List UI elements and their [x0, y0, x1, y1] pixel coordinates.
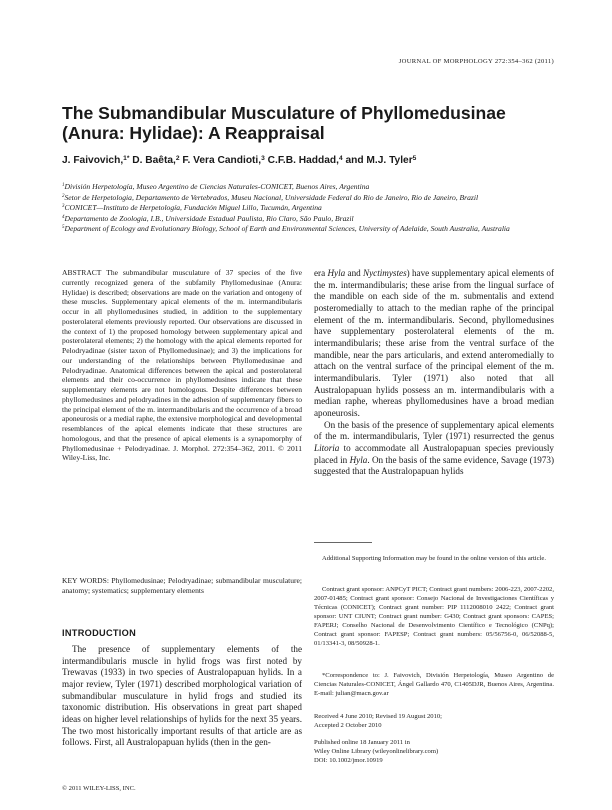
affiliation-item: $^1$División Herpetología, Museo Argentino de Ciencias Naturales-CONICET, Buenos Aires, Argentina — [62, 182, 370, 191]
title-line-2: (Anura: Hylidae): A Reappraisal — [62, 123, 325, 143]
affiliation-item: $^3$CONICET—Instituto de Herpetología, Fundación Miguel Lillo, Tucumán, Argentina — [62, 203, 322, 213]
keywords-text: Phyllomedusinae; Pelodryadinae; submandibular musculature; anatomy; systematics; supplementary elements — [62, 576, 303, 595]
introduction-body — [62, 644, 302, 749]
keywords-label: KEY WORDS: — [62, 576, 109, 585]
author-affiliation-marker: 4 — [338, 155, 343, 162]
footnote-divider — [314, 542, 372, 543]
page-footer-copyright: © 2011 WILEY-LISS, INC. — [62, 785, 136, 792]
author-name: D. Baêta, — [132, 155, 176, 166]
article-title — [62, 103, 562, 143]
abstract-body: The submandibular musculature of 37 species of the five currently recognized genera of the subfamily Phyllomedusinae (Anura: Hylidae) is described; observations are made on the variation and ontogeny of these muscles. Supplementary apical elements of the m. intermandibularis occur in all phyllomedusines studied, in addition to the supplementary posterolateral elements previously reported. Our observations are discussed in the context of 1) the proposed homology between supplementary apical and posterolateral elements; 2) the homology with the apical elements reported for Pelodryadinae (sister taxon of Phyllomedusinae); and 3) the implications for our understanding of the relationships between Phyllomedusinae and Pelodryadinae. Anatomical differences between the apical and posterolateral elements and their co-occurrence in phyllomedusines indicate that these supplementary elements are not homologous. Despite differences between phyllomedusines and pelodryadines in the adhesion of supplementary fibers to the principal element of the m. intermandibularis and the occurrence of a broad aponeurosis or a medial raphe, the extensive morphological and developmental resemblances of the apical elements indicate that these structures are homologous, and that the presence of apical elements is a synapomorphy of Phyllomedusinae + Pelodryadinae. J. Morphol. 272:354–362, 2011. — [62, 268, 302, 453]
author-name: and M.J. Tyler — [345, 155, 413, 166]
author-name: J. Faivovich, — [62, 155, 124, 166]
keywords — [62, 576, 302, 596]
right-column-body — [314, 268, 554, 478]
author-name: C.F.B. Haddad, — [267, 155, 339, 166]
paragraph: era Hyla and Nyctimystes) have supplementary apical elements of the m. intermandibularis; these arise from the lingual surface of the mandible on each side of the m. submentalis and extend posteromedially to attach to the median raphe of the principal element of the m. intermandibularis. Second, phyllomedusines have supplementary posterolateral elements of the m. intermandibularis; these arise from the ventral surface of the mandible, near the pars articularis, and extend anteromedially to attach on the ventral surface of the principal element of the m. intermandibularis. Tyler (1971) also noted that all Australopapuan hylids possess an m. intermandibularis with a median raphe, whereas phyllomedusines have a broad median aponeurosis. — [314, 268, 554, 418]
affiliations — [62, 182, 560, 235]
author-name: F. Vera Candioti, — [182, 155, 262, 166]
supporting-info-note: Additional Supporting Information may be found in the online version of this article. — [322, 555, 546, 562]
author-affiliation-marker: 5 — [412, 155, 417, 162]
doi[interactable]: DOI: 10.1002/jmor.10919 — [314, 757, 383, 764]
title-line-1: The Submandibular Musculature of Phyllomedusinae — [62, 103, 506, 123]
journal-header: JOURNAL OF MORPHOLOGY 272:354–362 (2011) — [398, 58, 554, 65]
abstract-label: ABSTRACT — [62, 268, 102, 277]
abstract-copyright: © 2011 Wiley-Liss, Inc. — [62, 443, 302, 463]
paragraph: The presence of supplementary elements of the intermandibularis muscle in hylid frogs was first noted by Trewavas (1933) in two species of Australopapuan hylids. In a major review, Tyler (1971) described morphological variation of submandibular musculature in hylid frogs and studied its taxonomic distribution. His observations in great part shaped ideas on higher level relationships of hylids for the next 35 years. The two most historically important results of that article are as follows. First, all Australopapuan hylids (then in the gen- — [62, 644, 302, 748]
affiliation-item: $^5$Department of Ecology and Evolutionary Biology, School of Earth and Environmental Sciences, University of Adelaide, South Australia, Australia — [62, 224, 510, 234]
section-heading-introduction: INTRODUCTION — [62, 628, 137, 638]
paragraph: On the basis of the presence of supplementary apical elements of the m. intermandibularis, Tyler (1971) resurrected the genus Litoria to accommodate all Australopapuan species previously placed in Hyla. On the basis of the same evidence, Savage (1973) suggested that the Australopapuan hylids — [314, 419, 554, 477]
author-affiliation-marker: 3 — [261, 155, 265, 162]
affiliation-item: $^4$Departamento de Zoologia, I.B., Universidade Estadual Paulista, Rio Claro, São Paulo, Brazil — [62, 213, 354, 223]
affiliation-item: $^2$Setor de Herpetologia, Departamento de Vertebrados, Museu Nacional, Universidade Federal do Rio de Janeiro, Rio de Janeiro, Brazil — [62, 192, 479, 202]
author-affiliation-marker: 1* — [123, 155, 130, 162]
abstract — [62, 268, 302, 463]
author-affiliation-marker: 2 — [175, 155, 180, 162]
grant-note: Contract grant sponsor: ANPCyT PICT; Contract grant numbers: 2006-223, 2007-2202, 2007-01485; Contract grant sponsor: Consejo Nacional de Investigaciones Científicas y Técnicas (CONICET); Contract grant number: PIP 1112008010 2422; Contract grant sponsor: UNT CIUNT; Contract grant number: G430; Contract grant sponsors: CAPES; FAPERJ; Conselho Nacional de Desenvolvimento Científico e Tecnológico (CNPq); Contract grant sponsor: FAPESP; Contract grant numbers: 05/56756-0, 06/52088-5, 01/13341-3, 08/50928-1. — [314, 586, 554, 647]
author-list — [62, 155, 562, 166]
publication-info: Published online 18 January 2011 in Wiley Online Library (wileyonlinelibrary.com) DOI: 10.1002/jmor.10919 — [314, 738, 554, 765]
correspondence-note: *Correspondence to: J. Faivovich, División Herpetología, Museo Argentino de Ciencias Naturales-CONICET, Ángel Gallardo 470, C1405DJR, Buenos Aires, Argentina. E-mail: julian@macn.gov.ar — [314, 672, 554, 697]
received-dates: Received 4 June 2010; Revised 19 August 2010; Accepted 2 October 2010 — [314, 713, 443, 729]
